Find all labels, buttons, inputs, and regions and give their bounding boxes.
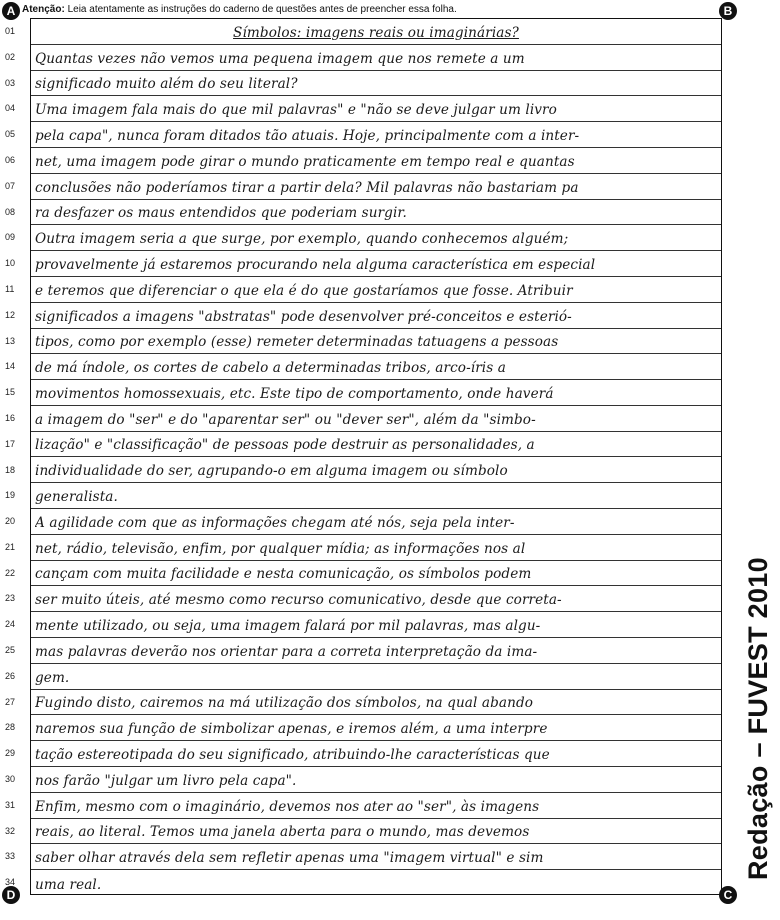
essay-line-text: A agilidade com que as informações chegam até nós, seja pela inter- [35, 514, 515, 531]
essay-line-text: e teremos que diferenciar o que ela é do que gostaríamos que fosse. Atribuir [35, 282, 573, 299]
line-number: 34 [5, 877, 16, 888]
essay-answer-sheet [5, 18, 722, 895]
essay-line-text: naremos sua função de simbolizar apenas, e iremos além, a uma interpre [35, 721, 548, 738]
essay-title: Símbolos: imagens reais ou imaginárias? [233, 24, 519, 41]
line-number: 12 [5, 309, 16, 320]
essay-line [5, 380, 721, 406]
notice-label: Atenção: [22, 4, 65, 15]
line-number: 08 [5, 206, 16, 217]
essay-line-text: Outra imagem seria a que surge, por exemplo, quando conhecemos alguém; [35, 231, 569, 248]
essay-line [5, 535, 721, 561]
line-number: 04 [5, 103, 16, 114]
essay-line [5, 715, 721, 741]
essay-line-text: lização" e "classificação" de pessoas pode destruir as personalidades, a [35, 437, 535, 454]
essay-line-text: Enfim, mesmo com o imaginário, devemos nos ater ao "ser", às imagens [35, 798, 540, 815]
essay-line-text: significados a imagens "abstratas" pode desenvolver pré-conceitos e esterió- [35, 308, 572, 325]
line-number: 28 [5, 722, 16, 733]
essay-line-text: net, uma imagem pode girar o mundo praticamente em tempo real e quantas [35, 153, 575, 170]
line-number: 26 [5, 670, 16, 681]
essay-line-text: Quantas vezes não vemos uma pequena imagem que nos remete a um [35, 50, 525, 67]
line-number: 25 [5, 645, 16, 656]
essay-line [5, 741, 721, 767]
essay-line-text: net, rádio, televisão, enfim, por qualquer mídia; as informações nos al [35, 540, 526, 557]
notice-text: Leia atentamente as instruções do caderno de questões antes de preencher essa folha. [67, 4, 457, 15]
essay-line-text: saber olhar através dela sem refletir apenas uma "imagem virtual" e sim [35, 850, 544, 867]
line-number: 27 [5, 696, 16, 707]
line-number: 33 [5, 851, 16, 862]
essay-line [5, 819, 721, 845]
corner-marker-a: A [2, 2, 20, 20]
essay-line [5, 870, 721, 896]
essay-line [5, 432, 721, 458]
essay-line-text: uma real. [35, 876, 102, 893]
corner-marker-c: C [719, 886, 737, 904]
essay-line [5, 406, 721, 432]
line-number: 09 [5, 232, 16, 243]
essay-line-text: significado muito além do seu literal? [35, 76, 298, 93]
essay-line [5, 200, 721, 226]
essay-line-text: provavelmente já estaremos procurando nela alguma característica em especial [35, 256, 596, 273]
essay-line [5, 767, 721, 793]
line-number: 10 [5, 258, 16, 269]
line-number: 19 [5, 490, 16, 501]
essay-line-text: gem. [35, 669, 70, 686]
essay-line [5, 303, 721, 329]
essay-line [5, 561, 721, 587]
essay-line-text: tipos, como por exemplo (esse) remeter determinadas tatuagens a pessoas [35, 334, 559, 351]
essay-line [5, 612, 721, 638]
essay-line-text: cançam com muita facilidade e nesta comunicação, os símbolos podem [35, 566, 532, 583]
essay-line [5, 71, 721, 97]
essay-line [5, 277, 721, 303]
essay-line-text: conclusões não poderíamos tirar a partir dela? Mil palavras não bastariam pa [35, 179, 579, 196]
line-number: 15 [5, 387, 16, 398]
essay-line-text: reais, ao literal. Temos uma janela aberta para o mundo, mas devemos [35, 824, 530, 841]
line-number: 18 [5, 464, 16, 475]
essay-line-text: ra desfazer os maus entendidos que poderiam surgir. [35, 205, 407, 222]
essay-line-text: nos farão "julgar um livro pela capa". [35, 772, 297, 789]
essay-line [5, 354, 721, 380]
corner-marker-d: D [2, 886, 20, 904]
line-number: 23 [5, 593, 16, 604]
line-number: 13 [5, 335, 16, 346]
line-number: 17 [5, 438, 16, 449]
essay-line [5, 844, 721, 870]
line-number: 31 [5, 799, 16, 810]
essay-line [5, 690, 721, 716]
line-number: 24 [5, 619, 16, 630]
corner-marker-b: B [719, 2, 737, 20]
essay-line-text: movimentos homossexuais, etc. Este tipo de comportamento, onde haverá [35, 385, 554, 402]
line-number: 32 [5, 825, 16, 836]
essay-line [5, 458, 721, 484]
essay-line [5, 122, 721, 148]
line-number: 14 [5, 361, 16, 372]
essay-line [5, 329, 721, 355]
essay-line-text: individualidade do ser, agrupando-o em alguma imagem ou símbolo [35, 463, 508, 480]
line-number: 06 [5, 154, 16, 165]
essay-line [5, 483, 721, 509]
essay-line-text: a imagem do "ser" e do "aparentar ser" ou "dever ser", além da "simbo- [35, 411, 536, 428]
essay-line [5, 96, 721, 122]
instruction-notice [22, 4, 457, 15]
essay-line [5, 225, 721, 251]
essay-line-text: ser muito úteis, até mesmo como recurso comunicativo, desde que correta- [35, 592, 562, 609]
line-number: 07 [5, 180, 16, 191]
essay-line-text: Fugindo disto, cairemos na má utilização dos símbolos, na qual abando [35, 695, 534, 712]
essay-line [5, 509, 721, 535]
line-number: 11 [5, 283, 15, 294]
essay-line-text: Uma imagem fala mais do que mil palavras" e "não se deve julgar um livro [35, 102, 557, 119]
essay-line-text: tação estereotipada do seu significado, atribuindo-lhe características que [35, 747, 550, 764]
side-title: Redação – FUVEST 2010 [743, 557, 773, 880]
essay-line [5, 586, 721, 612]
line-number: 20 [5, 516, 16, 527]
line-number: 02 [5, 51, 16, 62]
essay-line-text: generalista. [35, 489, 118, 506]
line-number: 01 [5, 26, 16, 36]
line-number: 21 [5, 541, 16, 552]
line-number: 29 [5, 748, 16, 759]
line-number: 05 [5, 129, 16, 140]
line-number: 22 [5, 567, 16, 578]
essay-line-text: mente utilizado, ou seja, uma imagem falará por mil palavras, mas algu- [35, 618, 541, 635]
essay-line [5, 251, 721, 277]
essay-line-text: mas palavras deverão nos orientar para a correta interpretação da ima- [35, 643, 538, 660]
essay-line [5, 19, 721, 45]
essay-line [5, 793, 721, 819]
essay-line [5, 174, 721, 200]
essay-line [5, 638, 721, 664]
essay-line-text: pela capa", nunca foram ditados tão atuais. Hoje, principalmente com a inter- [35, 127, 580, 144]
essay-line [5, 664, 721, 690]
line-number: 30 [5, 774, 16, 785]
line-number: 03 [5, 77, 16, 88]
essay-line [5, 45, 721, 71]
essay-line [5, 148, 721, 174]
line-number: 16 [5, 412, 16, 423]
essay-line-text: de má índole, os cortes de cabelo a determinadas tribos, arco-íris a [35, 360, 506, 377]
